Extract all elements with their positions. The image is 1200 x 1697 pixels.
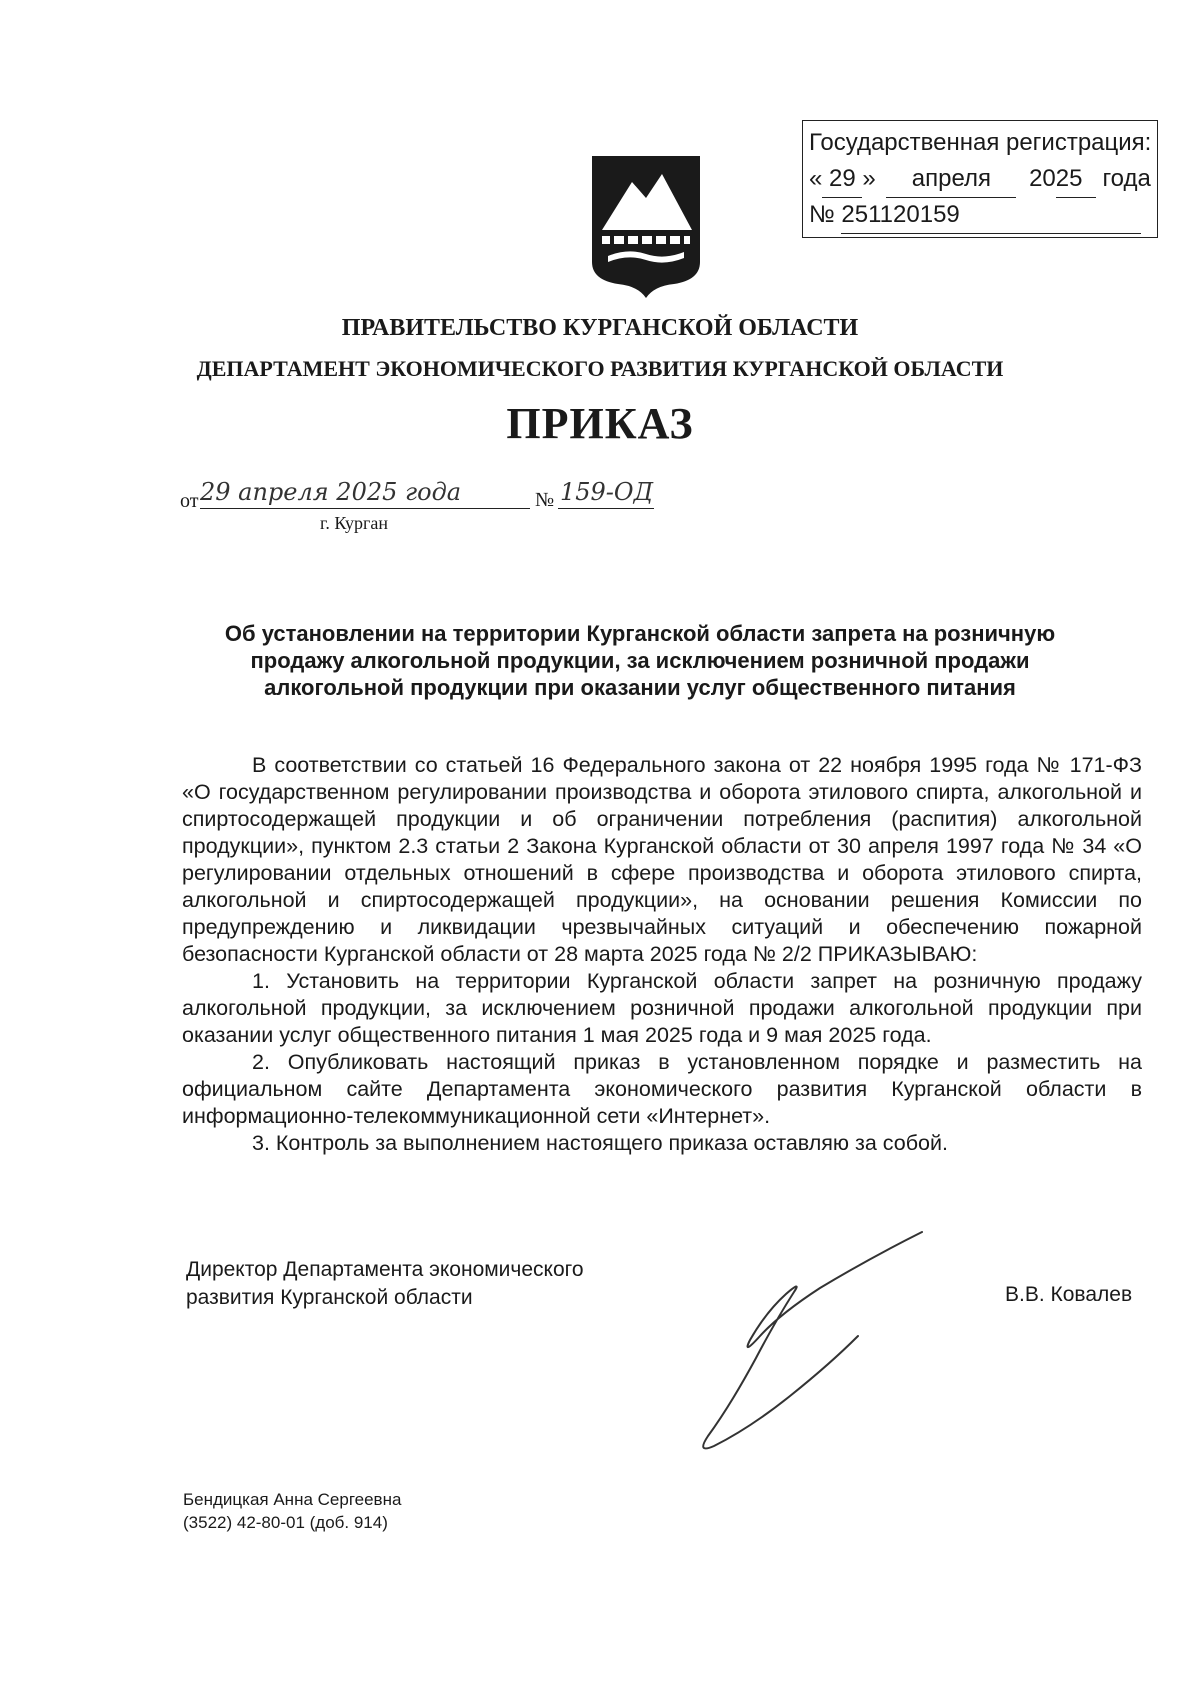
registration-number [809, 197, 1157, 233]
coat-of-arms-icon [588, 152, 704, 298]
registration-box [802, 120, 1158, 238]
from-label: от [180, 490, 199, 512]
order-number-handwritten: 159-ОД [560, 478, 654, 506]
handwritten-signature-icon [690, 1228, 970, 1458]
registration-year-suffix: 25 [1056, 161, 1096, 198]
signatory-title-line-2: развития Курганской области [186, 1286, 473, 1309]
signatory-title [186, 1256, 666, 1312]
order-number-label: № [535, 489, 555, 511]
order-body [182, 752, 1142, 1157]
registration-number-value: 251120159 [841, 197, 1141, 234]
executor-phone: (3522) 42-80-01 (доб. 914) [183, 1513, 388, 1532]
order-item-3: 3. Контроль за выполнением настоящего приказа оставляю за собой. [252, 1131, 948, 1155]
registration-title: Государственная регистрация: [809, 129, 1152, 156]
executor-contact [183, 1488, 401, 1534]
order-date-handwritten: 29 апреля 2025 года [200, 478, 462, 506]
document-type: ПРИКАЗ [506, 399, 694, 448]
registration-month: апреля [886, 161, 1016, 198]
department-name: ДЕПАРТАМЕНТ ЭКОНОМИЧЕСКОГО РАЗВИТИЯ КУРГАНСКОЙ ОБЛАСТИ [196, 356, 1004, 381]
preamble-paragraph: В соответствии со статьей 16 Федерального закона от 22 ноября 1995 года № 171-ФЗ «О государственном регулировании производства и оборота этилового спирта, алкогольной и спиртосодержащей продукции и об ограничении потребления (распития) алкогольной продукции», пунктом 2.3 статьи 2 Закона Курганской области от 30 апреля 1997 года № 34 «О регулировании отдельных отношений в сфере производства и оборота этилового спирта, алкогольной и спиртосодержащей продукции», на основании решения Комиссии по предупреждению и ликвидации чрезвычайных ситуаций и обеспечению пожарной безопасности Курганской области от 28 марта 2025 года № 2/2 ПРИКАЗЫВАЮ: [182, 753, 1142, 966]
order-item-2: 2. Опубликовать настоящий приказ в установленном порядке и разместить на официальном сайте Департамента экономического развития Курганской области в информационно-телекоммуникационной сети «Интернет». [182, 1050, 1142, 1128]
registration-number-label: № [809, 201, 835, 228]
government-name: ПРАВИТЕЛЬСТВО КУРГАНСКОЙ ОБЛАСТИ [341, 315, 859, 341]
registration-date: « 29 » апреля 2025 года [809, 161, 1157, 197]
registration-year-prefix: 20 [1029, 165, 1056, 192]
registration-year-word: года [1102, 165, 1151, 192]
city-name: г. Курган [320, 513, 389, 533]
signatory-title-line-1: Директор Департамента экономического [186, 1258, 584, 1281]
signatory-name: В.В. Ковалев [1005, 1283, 1133, 1306]
executor-name: Бендицкая Анна Сергеевна [183, 1490, 402, 1509]
order-item-1: 1. Установить на территории Курганской области запрет на розничную продажу алкогольной продукции, за исключением розничной продажи алкогольной продукции при оказании услуг общественного питания 1 мая 2025 года и 9 мая 2025 года. [182, 969, 1142, 1047]
order-number-underline [558, 508, 654, 509]
order-date-underline [200, 508, 530, 509]
registration-day: 29 [822, 161, 862, 198]
order-subject: Об установлении на территории Курганской области запрета на розничную продажу алкогольной продукции, за исключением розничной продажи алкогольной продукции при оказании услуг общественного питания [224, 621, 1056, 700]
